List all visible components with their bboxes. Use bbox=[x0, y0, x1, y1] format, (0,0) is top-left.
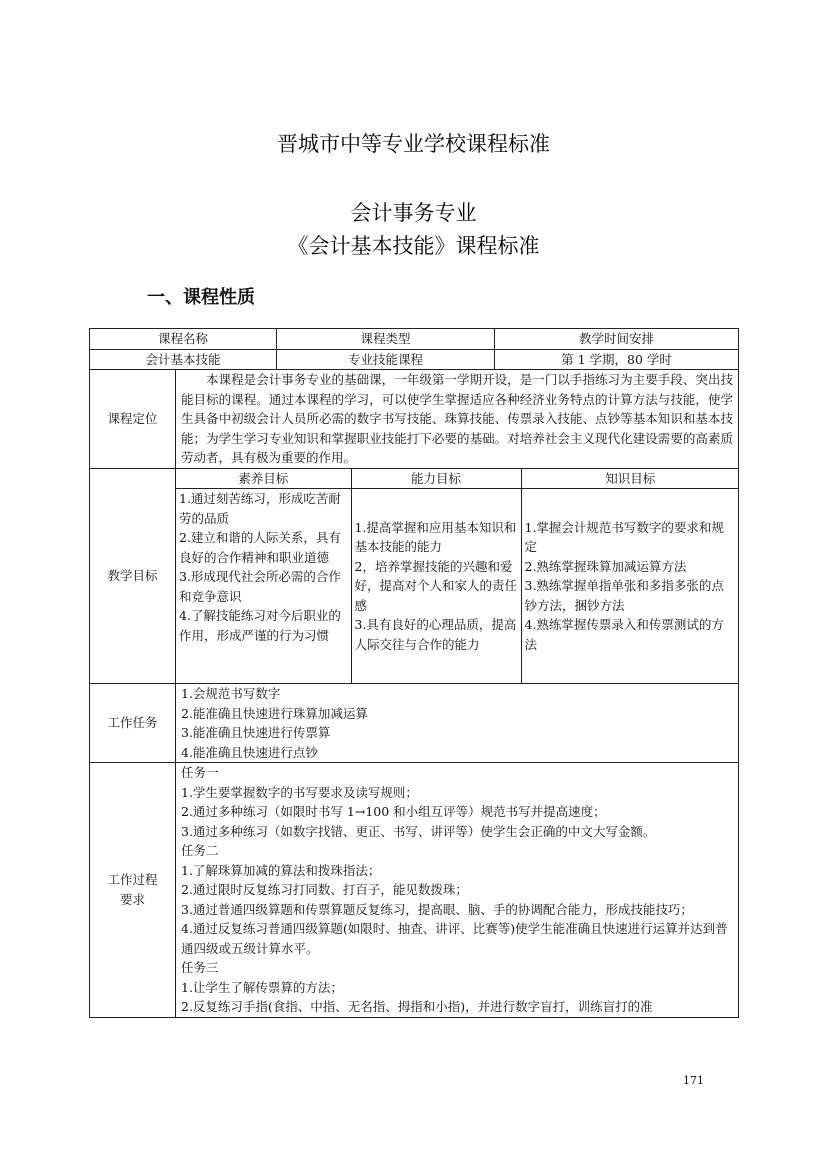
tasks-row bbox=[90, 684, 739, 763]
task-item: 1.会规范书写数字 bbox=[181, 686, 281, 701]
task-item: 2.能准确且快速进行珠算加减运算 bbox=[181, 705, 368, 721]
knowledge-goal-item: 3.熟练掌握单指单张和多指多张的点钞方法，捆钞方法 bbox=[524, 578, 724, 613]
major-title: 会计事务专业 bbox=[350, 201, 477, 225]
process-row bbox=[90, 763, 739, 1018]
goals-inner-table bbox=[176, 469, 739, 684]
course-title: 《会计基本技能》课程标准 bbox=[287, 234, 540, 258]
course-name-label: 课程名称 bbox=[90, 329, 277, 350]
literacy-goal-item: 1.通过刻苦练习，形成吃苦耐劳的品质 bbox=[179, 491, 341, 526]
literacy-goals-header: 素养目标 bbox=[176, 469, 351, 489]
tasks-label: 工作任务 bbox=[90, 684, 176, 763]
course-name-value: 会计基本技能 bbox=[90, 349, 277, 370]
literacy-goals-list bbox=[176, 489, 351, 684]
ability-goal-item: 1.提高掌握和应用基本知识和基本技能的能力 bbox=[354, 519, 517, 555]
goals-label: 教学目标 bbox=[90, 468, 176, 684]
task-item: 3.能准确且快速进行传票算 bbox=[181, 725, 331, 740]
table-header-row bbox=[90, 329, 739, 350]
process-line: 2.通过限时反复练习打同数、打百子，能见数拨珠； bbox=[181, 882, 468, 897]
positioning-row bbox=[90, 370, 739, 469]
knowledge-goal-item: 4.熟练掌握传票录入和传票测试的方法 bbox=[524, 617, 724, 652]
knowledge-goal-item: 1.掌握会计规范书写数字的要求和规定 bbox=[524, 519, 724, 555]
knowledge-goal-item: 2.熟练掌握珠算加减运算方法 bbox=[524, 558, 687, 574]
ability-goal-item: 3.具有良好的心理品质，提高人际交往与合作的能力 bbox=[354, 617, 517, 652]
process-line: 2.反复练习手指(食指、中指、无名指、拇指和小指)，并进行数字盲打，训练盲打的准 bbox=[181, 999, 653, 1014]
table-value-row bbox=[90, 349, 739, 370]
process-line: 2.通过多种练习（如限时书写 1→100 和小组互评等）规范书写并提高速度； bbox=[181, 804, 606, 819]
process-line: 任务三 bbox=[181, 960, 219, 975]
goals-cell bbox=[176, 468, 739, 684]
page-number: 171 bbox=[683, 1074, 704, 1087]
process-line: 1.学生要掌握数字的书写要求及读写规则； bbox=[181, 784, 418, 800]
ability-goals-list bbox=[351, 489, 521, 684]
ability-goal-item: 2，培养掌握技能的兴趣和爱好，提高对个人和家人的责任感 bbox=[354, 558, 518, 613]
process-line: 1.了解珠算加减的算法和拨珠指法； bbox=[181, 862, 381, 878]
process-list bbox=[176, 763, 739, 1018]
course-standard-table bbox=[89, 328, 739, 1018]
schedule-value: 第 1 学期，80 学时 bbox=[495, 349, 739, 370]
tasks-list bbox=[176, 684, 739, 763]
literacy-goal-item: 3.形成现代社会所必需的合作和竞争意识 bbox=[179, 569, 341, 604]
task-item: 4.能准确且快速进行点钞 bbox=[181, 744, 318, 760]
literacy-goal-item: 4.了解技能练习对今后职业的作用，形成严谨的行为习惯 bbox=[179, 608, 341, 643]
knowledge-goals-header: 知识目标 bbox=[521, 469, 739, 489]
literacy-goal-item: 2.建立和谐的人际关系，具有良好的合作精神和职业道德 bbox=[179, 530, 341, 565]
course-type-label: 课程类型 bbox=[277, 329, 495, 350]
positioning-text: 本课程是会计事务专业的基础课，一年级第一学期开设，是一门以手指练习为主要手段、突出技能目标的课程。通过本课程的学习，可以使学生掌握适应各种经济业务特点的计算方法与技能，使学生具备中初级会计人员所必需的数字书写技能、珠算技能、传票录入技能、点钞等基本知识和基本技能；为学生学习专业知识和掌握职业技能打下必要的基础。对培养社会主义现代化建设需要的高素质劳动者，具有极为重要的作用。 bbox=[176, 370, 739, 469]
schedule-label: 教学时间安排 bbox=[495, 329, 739, 350]
process-line: 3.通过普通四级算题和传票算题反复练习，提高眼、脑、手的协调配合能力，形成技能技巧； bbox=[181, 901, 693, 917]
process-line: 1.让学生了解传票算的方法； bbox=[181, 979, 343, 995]
ability-goals-header: 能力目标 bbox=[351, 469, 521, 489]
course-type-value: 专业技能课程 bbox=[277, 349, 495, 370]
knowledge-goals-list bbox=[521, 489, 739, 684]
section-heading: 一、课程性质 bbox=[147, 287, 255, 308]
process-line: 任务二 bbox=[181, 843, 219, 858]
positioning-label: 课程定位 bbox=[90, 370, 176, 469]
process-line: 4.通过反复练习普通四级算题(如限时、抽查、讲评、比赛等)使学生能准确且快速进行运算并达到普通四级或五级计算水平。 bbox=[181, 921, 728, 956]
process-label-line: 要求 bbox=[119, 891, 145, 907]
process-label bbox=[90, 763, 176, 1018]
goals-row bbox=[90, 468, 739, 684]
process-line: 任务一 bbox=[181, 765, 219, 780]
process-line: 3.通过多种练习（如数字找错、更正、书写、讲评等）使学生会正确的中文大写金额。 bbox=[181, 823, 656, 839]
school-title: 晋城市中等专业学校课程标准 bbox=[277, 132, 550, 156]
process-label-line: 工作过程 bbox=[107, 872, 158, 888]
